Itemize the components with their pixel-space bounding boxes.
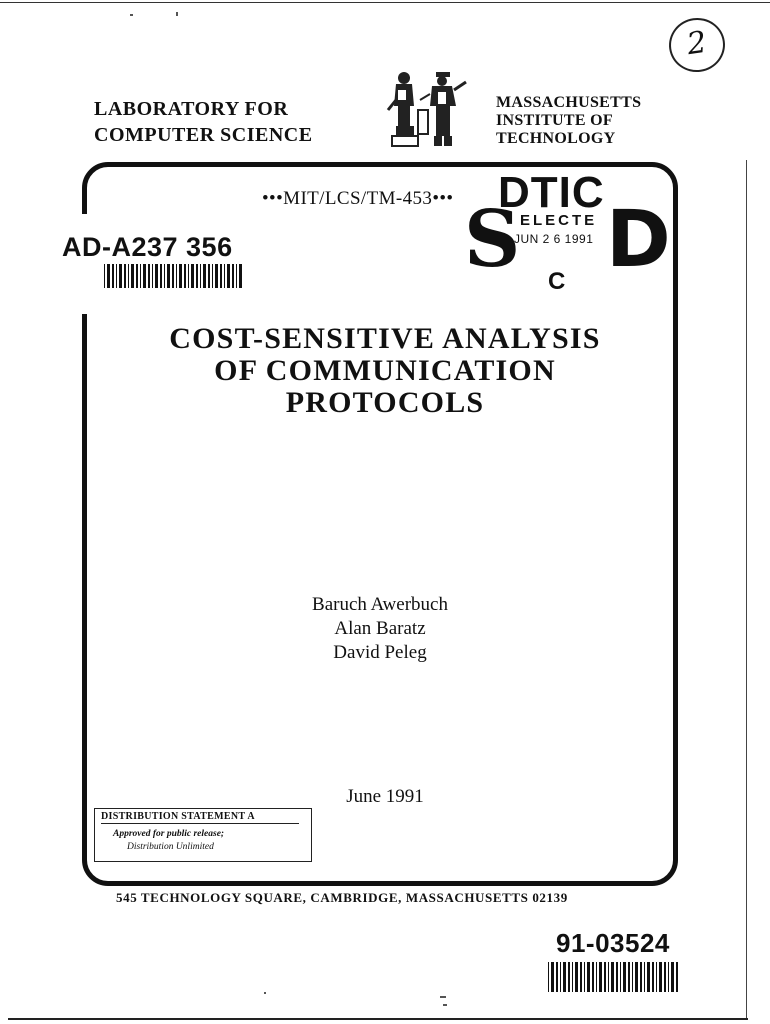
page-bottom-edge (8, 1018, 748, 1020)
barcode-bar (644, 962, 645, 992)
barcode-bar (611, 962, 614, 992)
barcode-bar (164, 264, 165, 288)
barcode-bar (119, 264, 122, 288)
barcode-bar (224, 264, 225, 288)
barcode-bar (107, 264, 110, 288)
title-line2: OF COMMUNICATION (214, 354, 556, 387)
handwritten-copy-number: 2 (666, 14, 729, 75)
accession-number: 91-03524 (556, 928, 670, 958)
barcode-bar (124, 264, 126, 288)
mit-lcs-logo-icon (384, 70, 470, 150)
dtic-stamp-word: DTIC (498, 168, 605, 217)
barcode-bar (184, 264, 186, 288)
barcode-bar (560, 962, 561, 992)
dtic-stamp-s: S (464, 194, 521, 285)
barcode-bar (548, 962, 549, 992)
barcode-bar (563, 962, 566, 992)
barcode-bar (227, 264, 230, 288)
barcode-bar (652, 962, 654, 992)
publication-date: June 1991 (346, 786, 424, 807)
barcode-bar (575, 962, 578, 992)
barcode-bar (587, 962, 590, 992)
barcode-bar (136, 264, 138, 288)
barcode-bar (128, 264, 129, 288)
barcode-bar (160, 264, 162, 288)
barcode-bar (616, 962, 618, 992)
barcode-bar (208, 264, 210, 288)
barcode-bar (676, 962, 678, 992)
barcode-bar (632, 962, 633, 992)
dtic-stamp-electe: ELECTE (520, 212, 598, 229)
page-right-edge (746, 160, 747, 1020)
barcode-bar (167, 264, 170, 288)
scan-speck (440, 996, 446, 998)
barcode-bar (608, 962, 609, 992)
dtic-stamp-d: D (606, 195, 671, 285)
barcode-bar (551, 962, 554, 992)
barcode-bar (215, 264, 218, 288)
barcode-bar (112, 264, 114, 288)
author-name: David Peleg (333, 642, 427, 663)
institute-name-line2: INSTITUTE OF (496, 112, 613, 129)
barcode-bar (191, 264, 194, 288)
institute-name-line1: MASSACHUSETTS (496, 94, 642, 111)
barcode-bar (196, 264, 198, 288)
barcode-bar (155, 264, 158, 288)
barcode-bar (620, 962, 621, 992)
barcode-bar (116, 264, 117, 288)
barcode-bar (572, 962, 573, 992)
lab-name-line1: LABORATORY FOR (94, 98, 289, 120)
author-name: Baruch Awerbuch (312, 594, 448, 615)
barcode-bar (104, 264, 105, 288)
barcode-bar (239, 264, 242, 288)
barcode-bar (671, 962, 674, 992)
barcode-bar (568, 962, 570, 992)
scan-speck (176, 12, 178, 16)
barcode-bar (640, 962, 642, 992)
barcode-bar (179, 264, 182, 288)
barcode-bar (635, 962, 638, 992)
barcode-bar (592, 962, 594, 992)
barcode-bar (664, 962, 666, 992)
barcode-bar (659, 962, 662, 992)
barcode-bar (668, 962, 669, 992)
barcode-bar (647, 962, 650, 992)
barcode-bar (628, 962, 630, 992)
dtic-stamp-date: JUN 2 6 1991 (514, 232, 594, 246)
page-top-edge (0, 2, 770, 3)
title-line1: COST-SENSITIVE ANALYSIS (169, 322, 601, 355)
barcode-bar (236, 264, 237, 288)
barcode-bar (584, 962, 585, 992)
barcode-bar (176, 264, 177, 288)
barcode-bar (596, 962, 597, 992)
scan-speck (264, 992, 266, 994)
barcode-bar (604, 962, 606, 992)
barcode-bar (212, 264, 213, 288)
barcode-bar (131, 264, 134, 288)
barcode-bar (140, 264, 141, 288)
report-number: •••MIT/LCS/TM-453••• (262, 188, 454, 209)
barcode-bar (172, 264, 174, 288)
barcode-icon (548, 962, 680, 992)
lab-name-line2: COMPUTER SCIENCE (94, 124, 313, 146)
barcode-bar (200, 264, 201, 288)
barcode-bar (220, 264, 222, 288)
distribution-unlimited-text: Distribution Unlimited (127, 842, 214, 852)
barcode-bar (143, 264, 146, 288)
barcode-icon (104, 264, 242, 288)
barcode-bar (556, 962, 558, 992)
scan-speck (130, 14, 133, 16)
barcode-bar (580, 962, 582, 992)
barcode-bar (599, 962, 602, 992)
author-name: Alan Baratz (334, 618, 426, 639)
distribution-approval-text: Approved for public release; (113, 829, 225, 839)
barcode-bar (623, 962, 626, 992)
institute-name-line3: TECHNOLOGY (496, 130, 616, 147)
ad-accession-number: AD-A237 356 (62, 232, 237, 263)
frame-gap (76, 214, 90, 314)
barcode-bar (203, 264, 206, 288)
barcode-bar (148, 264, 150, 288)
barcode-bar (656, 962, 657, 992)
barcode-bar (188, 264, 189, 288)
distribution-statement-stamp (94, 808, 312, 862)
barcode-bar (152, 264, 153, 288)
barcode-bar (232, 264, 234, 288)
dtic-stamp-grade: C (548, 268, 566, 295)
title-line3: PROTOCOLS (285, 386, 485, 419)
lab-address: 545 TECHNOLOGY SQUARE, CAMBRIDGE, MASSACHUSETTS 02139 (116, 890, 568, 905)
distribution-statement-heading: DISTRIBUTION STATEMENT A (101, 810, 299, 824)
scan-speck (443, 1004, 447, 1006)
